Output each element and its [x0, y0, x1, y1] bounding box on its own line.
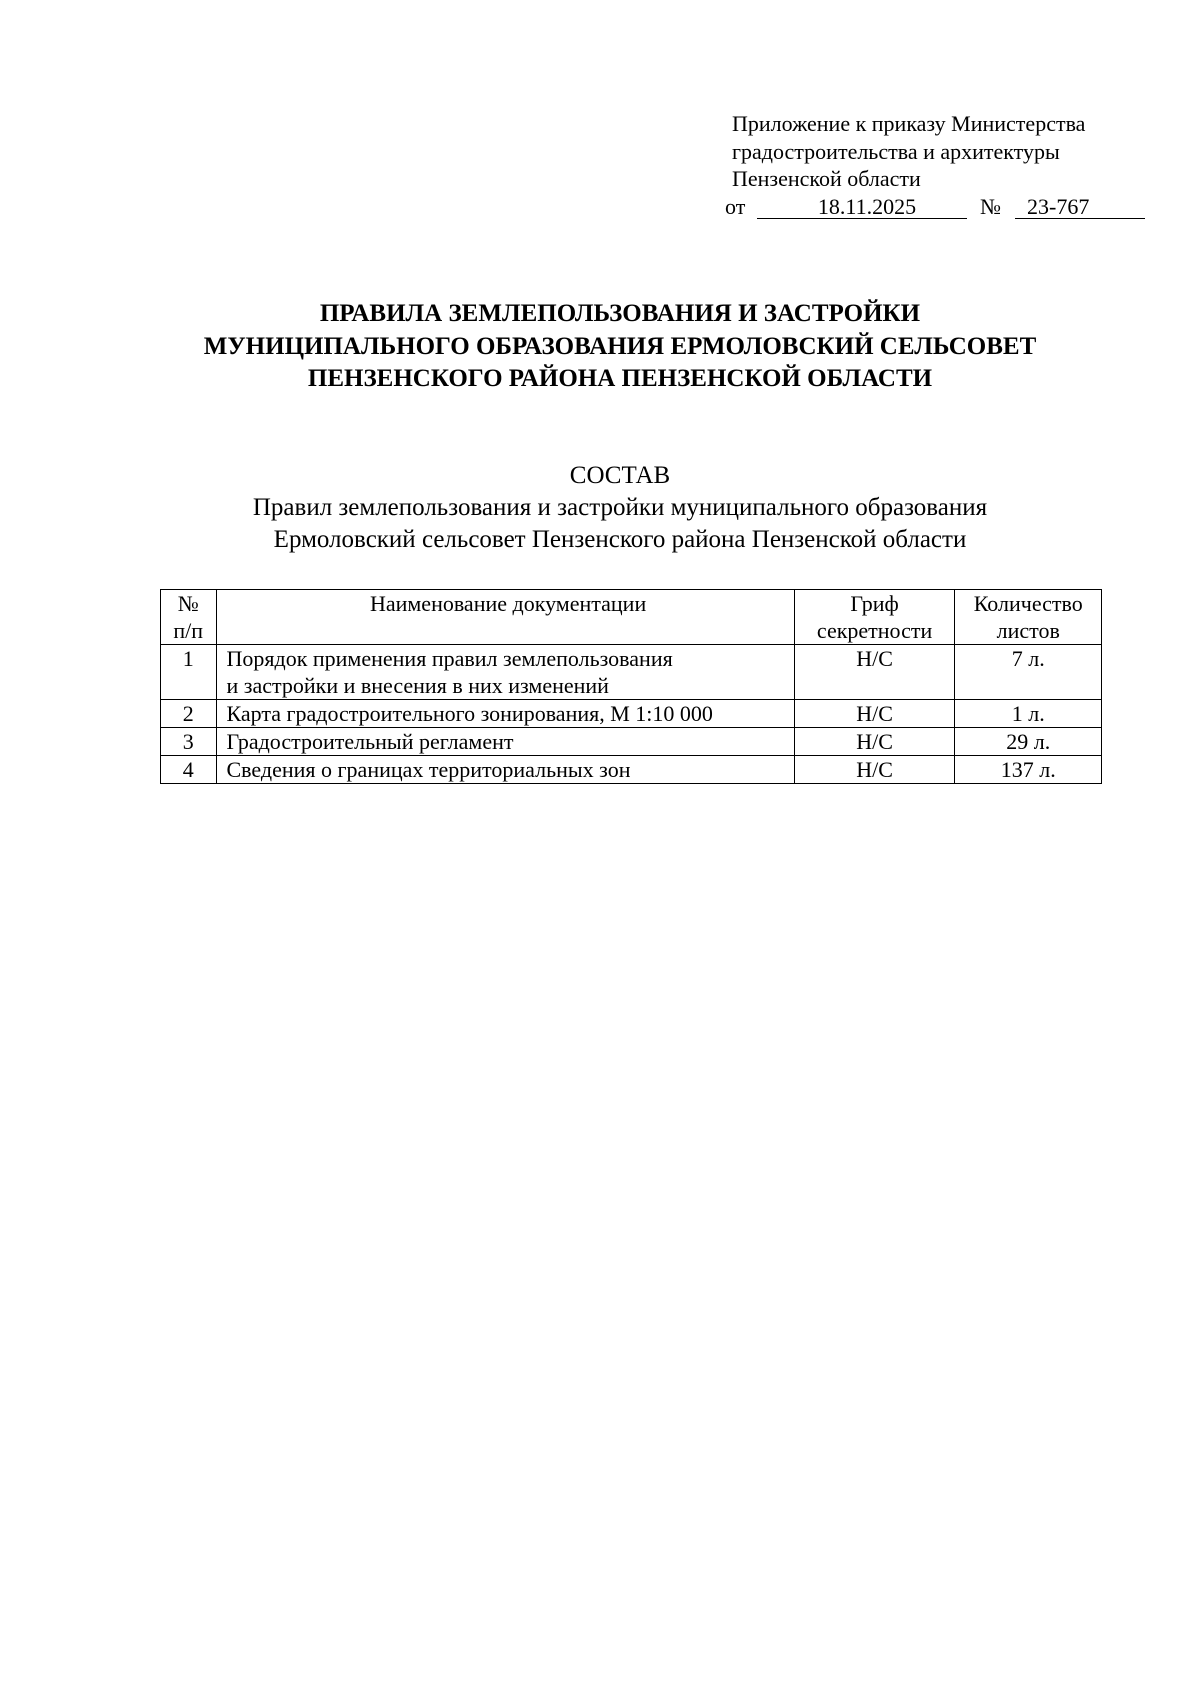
row-name-line: Порядок применения правил землепользования	[226, 646, 673, 671]
row-name	[216, 728, 794, 756]
header-text: №	[177, 591, 199, 616]
row-grif: Н/С	[794, 756, 955, 784]
header-num	[161, 590, 217, 645]
number-label: №	[980, 193, 1001, 219]
title-line: ПРАВИЛА ЗЕМЛЕПОЛЬЗОВАНИЯ И ЗАСТРОЙКИ	[319, 300, 921, 327]
header-text: Гриф	[850, 591, 899, 616]
row-num: 2	[161, 700, 217, 728]
order-date: 18.11.2025	[757, 193, 967, 219]
row-name-line: и застройки и внесения в них изменений	[226, 673, 609, 698]
table-header-row	[161, 590, 1102, 645]
row-name	[216, 700, 794, 728]
appendix-line: градостроительства и архитектуры	[732, 138, 1060, 164]
row-num: 3	[161, 728, 217, 756]
table-row	[161, 756, 1102, 784]
composition-line: Правил землепользования и застройки муниципального образования	[252, 494, 988, 521]
order-date-line	[725, 193, 1132, 223]
row-num: 1	[161, 645, 217, 700]
table-row	[161, 728, 1102, 756]
row-name-line: Градостроительный регламент	[226, 729, 514, 754]
composition-heading-block	[100, 460, 1140, 556]
row-grif: Н/С	[794, 700, 955, 728]
appendix-line: Пензенской области	[732, 166, 921, 191]
order-number: 23-767	[1015, 193, 1145, 219]
row-name-line: Сведения о границах территориальных зон	[226, 757, 631, 782]
row-num: 4	[161, 756, 217, 784]
row-name-line: Карта градостроительного зонирования, М 1:10 000	[226, 701, 713, 726]
title-line: МУНИЦИПАЛЬНОГО ОБРАЗОВАНИЯ ЕРМОЛОВСКИЙ СЕЛЬСОВЕТ	[203, 332, 1037, 360]
table-row	[161, 700, 1102, 728]
header-text: п/п	[173, 618, 204, 643]
header-grif	[794, 590, 955, 645]
document-title	[100, 298, 1140, 396]
row-name	[216, 756, 794, 784]
header-text: листов	[996, 618, 1060, 643]
header-qty	[955, 590, 1102, 645]
composition-table	[160, 589, 1102, 784]
row-grif: Н/С	[794, 645, 955, 700]
row-qty: 1 л.	[955, 700, 1102, 728]
appendix-line: Приложение к приказу Министерства	[732, 111, 1086, 136]
from-label: от	[725, 193, 746, 219]
header-text: Наименование документации	[369, 591, 647, 616]
title-line: ПЕНЗЕНСКОГО РАЙОНА ПЕНЗЕНСКОЙ ОБЛАСТИ	[307, 365, 933, 392]
header-text: Количество	[973, 591, 1083, 616]
row-qty: 7 л.	[955, 645, 1102, 700]
table-row	[161, 645, 1102, 700]
header-text: секретности	[816, 618, 933, 643]
composition-line: Ермоловский сельсовет Пензенского района Пензенской области	[273, 526, 967, 553]
composition-heading: СОСТАВ	[569, 462, 671, 489]
row-grif: Н/С	[794, 728, 955, 756]
appendix-block	[725, 110, 1132, 223]
row-name	[216, 645, 794, 700]
row-qty: 29 л.	[955, 728, 1102, 756]
header-name	[216, 590, 794, 645]
row-qty: 137 л.	[955, 756, 1102, 784]
